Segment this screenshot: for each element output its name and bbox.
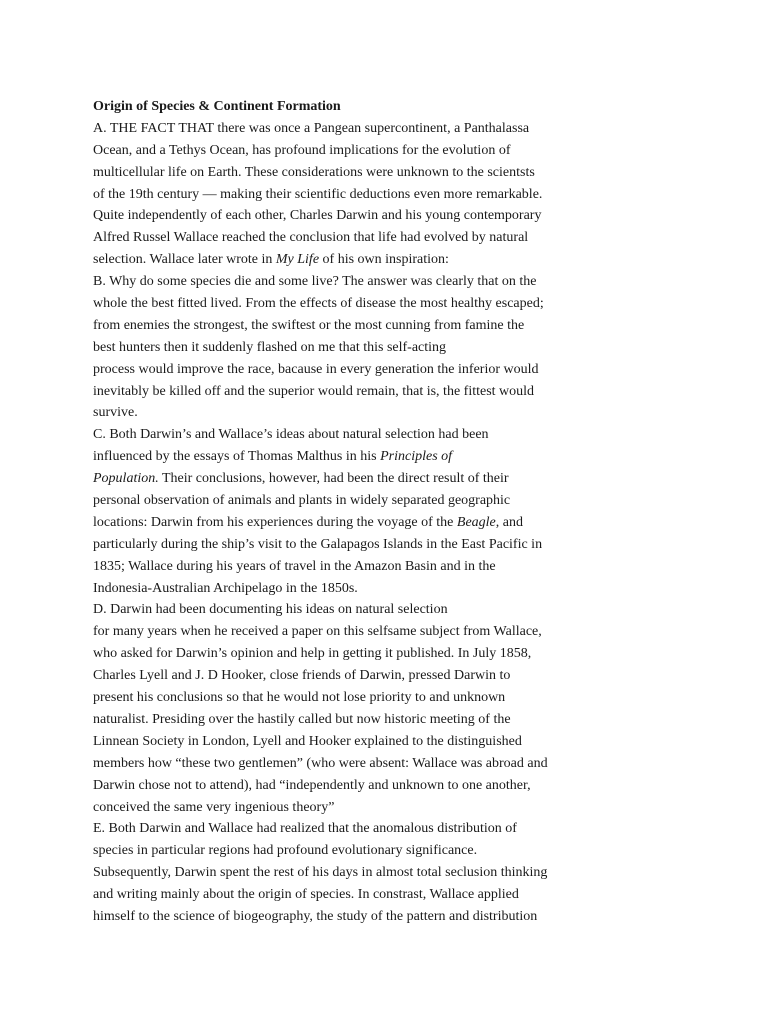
text-segment: of his own inspiration: (319, 252, 449, 268)
text-line: who asked for Darwin’s opinion and help in getting it published. In July 1858, (93, 646, 532, 662)
text-line: Alfred Russel Wallace reached the conclusion that life had evolved by natural (93, 230, 529, 246)
text-line: whole the best fitted lived. From the effects of disease the most healthy escaped; (93, 296, 544, 312)
text-line: from enemies the strongest, the swiftest or the most cunning from famine the (93, 317, 525, 333)
text-line: Subsequently, Darwin spent the rest of his days in almost total seclusion thinking (93, 865, 548, 881)
text-segment: locations: Darwin from his experiences during the voyage of the (93, 514, 457, 530)
text-line: and writing mainly about the origin of species. In constrast, Wallace applied (93, 887, 519, 903)
text-line: C. Both Darwin’s and Wallace’s ideas about natural selection had been (93, 427, 489, 443)
text-line: E. Both Darwin and Wallace had realized that the anomalous distribution of (93, 821, 517, 837)
text-line: present his conclusions so that he would not lose priority to and unknown (93, 690, 506, 706)
text-line (93, 512, 613, 534)
text-line: Ocean, and a Tethys Ocean, has profound implications for the evolution of (93, 142, 511, 158)
text-line: process would improve the race, bacause in every generation the inferior would (93, 361, 539, 377)
text-segment: influenced by the essays of Thomas Malthus in his (93, 449, 381, 465)
text-line: D. Darwin had been documenting his ideas on natural selection (93, 602, 448, 618)
document-title: Origin of Species & Continent Formation (93, 99, 341, 114)
text-segment: Their conclusions, however, had been the direct result of their (158, 471, 509, 487)
italic-text: Principles of (380, 449, 453, 465)
italic-text: Population. (93, 471, 159, 487)
text-line: best hunters then it suddenly flashed on me that this self-acting (93, 339, 447, 355)
document-body (93, 96, 613, 928)
text-line: conceived the same very ingenious theory” (93, 799, 335, 815)
text-line: Indonesia-Australian Archipelago in the 1850s. (93, 580, 358, 596)
text-line: species in particular regions had profound evolutionary significance. (93, 843, 478, 859)
text-line (93, 446, 613, 468)
text-line: Charles Lyell and J. D Hooker, close friends of Darwin, pressed Darwin to (93, 668, 511, 684)
text-line: Darwin chose not to attend), had “independently and unknown to one another, (93, 777, 531, 793)
text-line: personal observation of animals and plants in widely separated geographic (93, 493, 511, 509)
text-line: inevitably be killed off and the superior would remain, that is, the fittest would (93, 383, 535, 399)
text-segment: , and (495, 514, 523, 530)
text-line: B. Why do some species die and some live? The answer was clearly that on the (93, 274, 537, 290)
italic-text: My Life (275, 252, 320, 268)
text-segment: selection. Wallace later wrote in (93, 252, 276, 268)
text-line (93, 249, 613, 271)
text-line: multicellular life on Earth. These considerations were unknown to the scientsts (93, 164, 535, 180)
text-line: A. THE FACT THAT there was once a Pangean supercontinent, a Panthalassa (93, 120, 530, 136)
text-line: 1835; Wallace during his years of travel in the Amazon Basin and in the (93, 558, 496, 574)
text-line: survive. (93, 405, 138, 421)
text-line: for many years when he received a paper on this selfsame subject from Wallace, (93, 624, 542, 640)
text-line: members how “these two gentlemen” (who were absent: Wallace was abroad and (93, 755, 548, 771)
italic-text: Beagle (456, 514, 496, 530)
text-line: naturalist. Presiding over the hastily called but now historic meeting of the (93, 711, 511, 727)
text-line: Quite independently of each other, Charles Darwin and his young contemporary (93, 208, 542, 224)
text-line: himself to the science of biogeography, the study of the pattern and distribution (93, 908, 538, 924)
text-line: Linnean Society in London, Lyell and Hooker explained to the distinguished (93, 733, 522, 749)
text-line (93, 468, 613, 490)
text-line: of the 19th century — making their scientific deductions even more remarkable. (93, 186, 543, 202)
document-text-lines (93, 118, 613, 928)
text-line: particularly during the ship’s visit to the Galapagos Islands in the East Pacific in (93, 536, 543, 552)
